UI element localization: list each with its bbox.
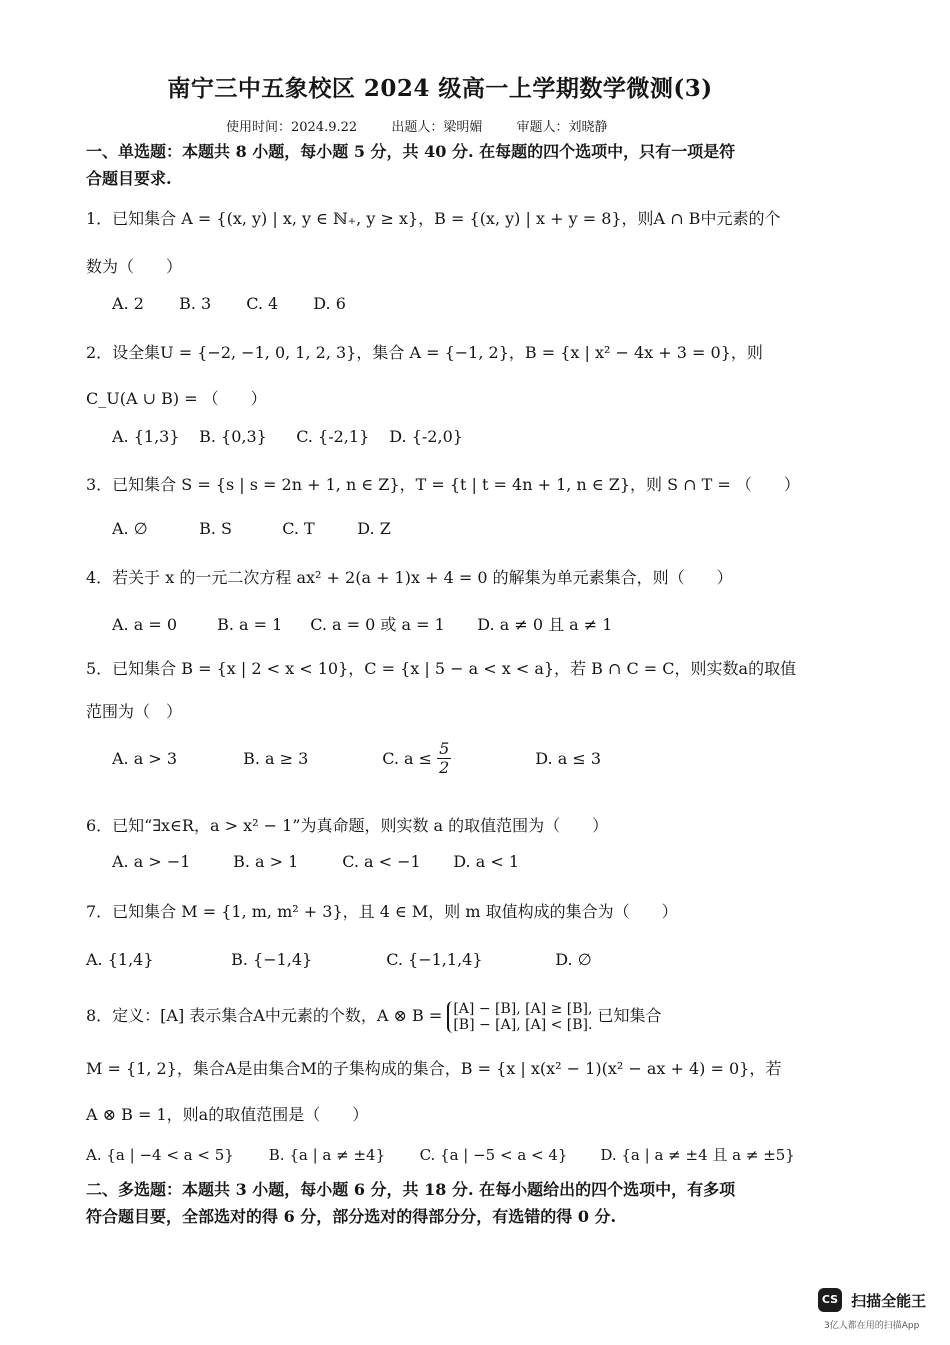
q1-stem-line1: 1．已知集合 A = {(x, y) | x, y ∈ ℕ₊, y ≥ x}，B = {(x, y) | x + y = 8}，则A ∩ B中元素的个 xyxy=(86,209,781,228)
q5-option-d: D. a ≤ 3 xyxy=(535,749,602,768)
q8-stem-line1 xyxy=(86,996,662,1036)
q1-stem-line2: 数为（ ） xyxy=(86,257,183,276)
section2-line1: 二、多选题：本题共 3 小题，每小题 6 分，共 18 分. 在每小题给出的四个选项中，有多项 xyxy=(86,1180,736,1199)
q8-option-b: B. {a | a ≠ ±4} xyxy=(268,1146,386,1164)
q6-option-c: C. a < −1 xyxy=(342,852,421,871)
q8-options xyxy=(86,1144,795,1165)
q8-definition: 8．定义：[A] 表示集合A中元素的个数，A ⊗ B = xyxy=(86,1006,443,1025)
q3-option-b: B. S xyxy=(199,519,232,538)
exam-time: 使用时间：2024.9.22 xyxy=(226,120,358,135)
q5-frac-numerator: 5 xyxy=(439,739,450,758)
q8-given: 已知集合 xyxy=(597,1006,662,1025)
q5-option-b: B. a ≥ 3 xyxy=(243,749,309,768)
q2-option-a: A. {1,3} xyxy=(112,427,180,446)
q7-options xyxy=(86,950,592,969)
q7-option-d: D. ∅ xyxy=(555,950,592,969)
q8-case1: [A] − [B], [A] ≥ [B], xyxy=(453,1000,593,1017)
q5-options xyxy=(112,740,601,777)
q3-options xyxy=(112,519,391,538)
q8-piecewise xyxy=(447,1001,592,1033)
section2-line2: 符合题目要，全部选对的得 6 分，部分选对的得部分分，有选错的得 0 分. xyxy=(86,1207,617,1226)
q5-frac-denominator: 2 xyxy=(439,758,450,777)
q5-option-c-label: C. a ≤ xyxy=(382,749,433,768)
q2-option-b: B. {0,3} xyxy=(199,427,267,446)
q8-stem-line2: M = {1, 2}，集合A是由集合M的子集构成的集合，B = {x | x(x² − 1)(x² − ax + 4) = 0}，若 xyxy=(86,1059,782,1078)
q2-stem-line1: 2．设全集U = {−2, −1, 0, 1, 2, 3}，集合 A = {−1, 2}，B = {x | x² − 4x + 3 = 0}，则 xyxy=(86,343,763,362)
q7-option-b: B. {−1,4} xyxy=(231,950,313,969)
q2-options xyxy=(112,427,463,446)
q4-options xyxy=(112,612,612,635)
q6-options xyxy=(112,852,519,871)
q7-option-c: C. {−1,1,4} xyxy=(386,950,483,969)
q2-option-d: D. {-2,0} xyxy=(389,427,463,446)
q1-options xyxy=(112,294,346,313)
page-title: 南宁三中五象校区 2024 级高一上学期数学微测(3) xyxy=(167,75,713,102)
q5-stem-line1: 5．已知集合 B = {x | 2 < x < 10}，C = {x | 5 − a < x < a}，若 B ∩ C = C，则实数a的取值 xyxy=(86,659,797,678)
watermark-tagline: 3亿人都在用的扫描App xyxy=(824,1321,920,1331)
q5-option-c xyxy=(382,740,530,777)
q4-stem: 4．若关于 x 的一元二次方程 ax² + 2(a + 1)x + 4 = 0 的解集为单元素集合，则（ ） xyxy=(86,568,733,587)
q4-option-b: B. a = 1 xyxy=(217,615,283,634)
q4-option-c: C. a = 0 或 a = 1 xyxy=(310,615,445,634)
q6-option-a: A. a > −1 xyxy=(112,852,191,871)
q1-option-c: C. 4 xyxy=(246,294,279,313)
watermark-name: 扫描全能王 xyxy=(851,1291,927,1310)
q8-option-d: D. {a | a ≠ ±4 且 a ≠ ±5} xyxy=(600,1146,795,1164)
q8-option-c: C. {a | −5 < a < 4} xyxy=(419,1146,568,1164)
section1-line2: 合题目要求. xyxy=(86,169,172,188)
q1-option-b: B. 3 xyxy=(179,294,212,313)
exam-reviewer: 审题人：刘晓静 xyxy=(516,120,608,135)
q7-option-a: A. {1,4} xyxy=(86,950,154,969)
q1-option-d: D. 6 xyxy=(313,294,346,313)
q5-stem-line2: 范围为（ ） xyxy=(86,702,183,721)
q8-stem-line3: A ⊗ B = 1，则a的取值范围是（ ） xyxy=(86,1105,369,1124)
q5-option-c-fraction xyxy=(437,740,451,777)
exam-author: 出题人：梁明媚 xyxy=(391,120,483,135)
q3-option-d: D. Z xyxy=(357,519,391,538)
q2-option-c: C. {-2,1} xyxy=(296,427,370,446)
q3-option-a: A. ∅ xyxy=(112,519,148,538)
q1-option-a: A. 2 xyxy=(112,294,144,313)
q6-option-b: B. a > 1 xyxy=(233,852,299,871)
q7-stem: 7．已知集合 M = {1, m, m² + 3}，且 4 ∈ M，则 m 取值构成的集合为（ ） xyxy=(86,902,678,921)
q5-option-a: A. a > 3 xyxy=(112,749,178,768)
q4-option-d: D. a ≠ 0 且 a ≠ 1 xyxy=(477,615,613,634)
q6-stem: 6．已知“∃x∈R，a > x² − 1”为真命题，则实数 a 的取值范围为（ ） xyxy=(86,816,609,835)
exam-meta xyxy=(226,116,637,135)
q3-stem: 3．已知集合 S = {s | s = 2n + 1, n ∈ Z}，T = {t | t = 4n + 1, n ∈ Z}，则 S ∩ T = （ ） xyxy=(86,475,800,494)
scanner-watermark xyxy=(818,1288,926,1312)
camscanner-logo-icon: CS xyxy=(818,1288,842,1312)
q4-option-a: A. a = 0 xyxy=(112,615,178,634)
q2-stem-line2: C_U(A ∪ B) = （ ） xyxy=(86,389,267,408)
q6-option-d: D. a < 1 xyxy=(453,852,520,871)
q8-option-a: A. {a | −4 < a < 5} xyxy=(86,1146,234,1164)
q3-option-c: C. T xyxy=(282,519,315,538)
section1-line1: 一、单选题：本题共 8 小题，每小题 5 分，共 40 分. 在每题的四个选项中，只有一项是符 xyxy=(86,142,736,161)
q8-case2: [B] − [A], [A] < [B]. xyxy=(453,1016,593,1033)
